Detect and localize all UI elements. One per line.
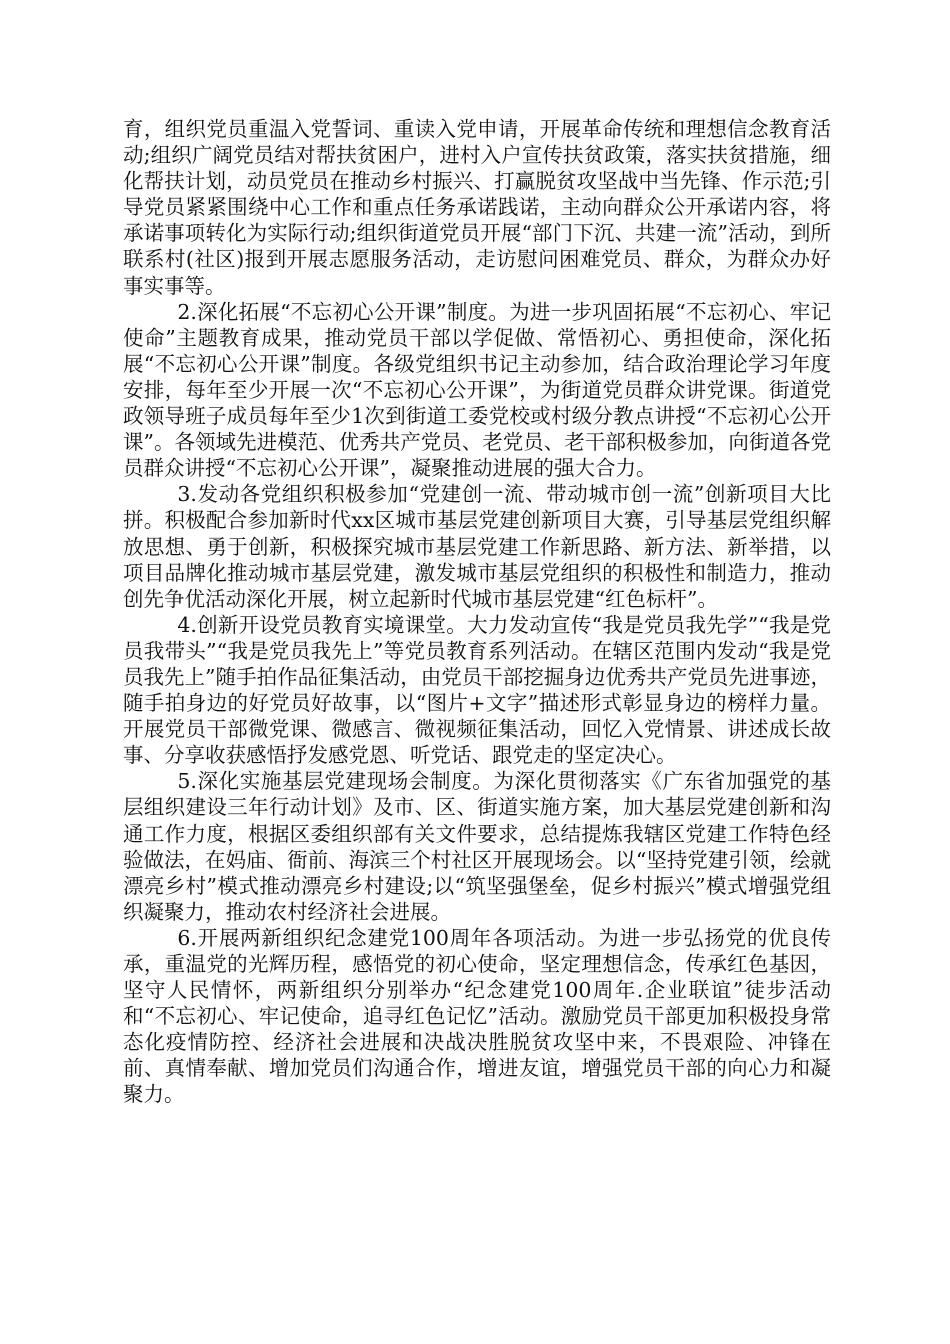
body-text [123, 116, 831, 1108]
paragraph-item-5: 5.深化实施基层党建现场会制度。为深化贯彻落实《广东省加强党的基层组织建设三年行动计划》及市、区、街道实施方案，加大基层党建创新和沟通工作力度，根据区委组织部有关文件要求，总结提炼我辖区党建工作特色经验做法，在妈庙、衙前、海滨三个村社区开展现场会。以“坚持党建引领，绘就漂亮乡村”模式推动漂亮乡村建设;以“筑坚强堡垒，促乡村振兴”模式增强党组织凝聚力，推动农村经济社会进展。 [123, 769, 831, 924]
paragraph-item-4: 4.创新开设党员教育实境课堂。大力发动宣传“我是党员我先学”“我是党员我带头”“我是党员我先上”等党员教育系列活动。在辖区范围内发动“我是党员我先上”随手拍作品征集活动，由党员干部挖掘身边优秀共产党员先进事迹，随手拍身边的好党员好故事，以“图片+文字”描述形式彰显身边的榜样力量。开展党员干部微党课、微感言、微视频征集活动，回忆入党情景、讲述成长故事、分享收获感悟抒发感党恩、听党话、跟党走的坚定决心。 [123, 612, 831, 768]
paragraph-item-6: 6.开展两新组织纪念建党100周年各项活动。为进一步弘扬党的优良传承，重温党的光辉历程，感悟党的初心使命，坚定理想信念，传承红色基因，坚守人民情怀，两新组织分别举办“纪念建党100周年.企业联谊”徒步活动和“不忘初心、牢记使命，追寻红色记忆”活动。激励党员干部更加积极投身常态化疫情防控、经济社会进展和决战决胜脱贫攻坚中来，不畏艰险、冲锋在前、真情奉献、增加党员们沟通合作，增进友谊，增强党员干部的向心力和凝聚力。 [123, 925, 831, 1107]
paragraph-item-2: 2.深化拓展“不忘初心公开课”制度。为进一步巩固拓展“不忘初心、牢记使命”主题教育成果，推动党员干部以学促做、常悟初心、勇担使命，深化拓展“不忘初心公开课”制度。各级党组织书记主动参加，结合政治理论学习年度安排，每年至少开展一次“不忘初心公开课”，为街道党员群众讲党课。街道党政领导班子成员每年至少1次到街道工委党校或村级分教点讲授“不忘初心公开课”。各领域先进模范、优秀共产党员、老党员、老干部积极参加，向街道各党员群众讲授“不忘初心公开课”，凝聚推动进展的强大合力。 [123, 299, 831, 481]
paragraph-item-3: 3.发动各党组织积极参加“党建创一流、带动城市创一流”创新项目大比拼。积极配合参加新时代xx区城市基层党建创新项目大赛，引导基层党组织解放思想、勇于创新，积极探究城市基层党建工作新思路、新方法、新举措，以项目品牌化推动城市基层党建，激发城市基层党组织的积极性和制造力，推动创先争优活动深化开展，树立起新时代城市基层党建“红色标杆”。 [123, 482, 831, 611]
paragraph-continued: 育，组织党员重温入党誓词、重读入党申请，开展革命传统和理想信念教育活动;组织广阔党员结对帮扶贫困户，进村入户宣传扶贫政策，落实扶贫措施，细化帮扶计划，动员党员在推动乡村振兴、打赢脱贫攻坚战中当先锋、作示范;引导党员紧紧围绕中心工作和重点任务承诺践诺，主动向群众公开承诺内容，将承诺事项转化为实际行动;组织街道党员开展“部门下沉、共建一流”活动，到所联系村(社区)报到开展志愿服务活动，走访慰问困难党员、群众，为群众办好事实事等。 [123, 117, 831, 298]
